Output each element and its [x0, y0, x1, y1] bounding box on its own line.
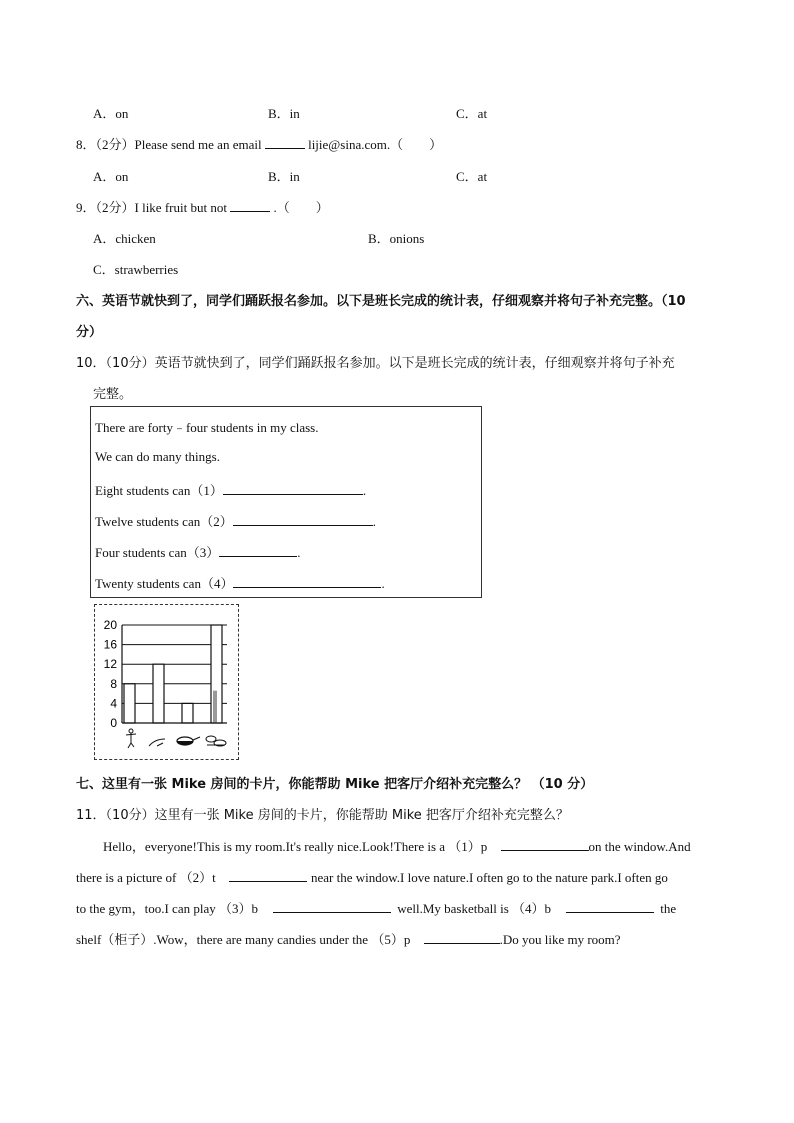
q9-option-b: B．onions — [368, 231, 425, 246]
q9-stem-after: .（ ） — [273, 200, 329, 215]
q9-stem-before: 9．（2分）I like fruit but not — [76, 200, 227, 215]
box-line-5: Four students can（3） . — [95, 545, 301, 560]
blank-4 — [233, 575, 381, 588]
y-tick-label: 16 — [103, 637, 117, 652]
q10-stem-line1: 10．（10分）英语节就快到了，同学们踊跃报名参加。以下是班长完成的统计表，仔细观察并将句子补充 — [76, 356, 675, 371]
q11-line-2: there is a picture of （2）t near the window.I love nature.I often go to the nature park.I often go — [76, 870, 668, 885]
section6-title-line1: 六、英语节就快到了，同学们踊跃报名参加。以下是班长完成的统计表，仔细观察并将句子补充完整。（10 — [76, 294, 686, 309]
q11-blank-5 — [424, 931, 500, 944]
box-line-2: We can do many things. — [95, 449, 220, 464]
box-line-3: Eight students can（1） . — [95, 483, 367, 498]
pen-icon — [149, 739, 165, 746]
q9-blank — [230, 199, 270, 212]
q11-blank-1 — [501, 838, 589, 851]
q7-option-b: B．in — [268, 106, 300, 121]
section6-title-line2: 分） — [76, 325, 103, 340]
q11-line-1: Hello，everyone!This is my room.It's really nice.Look!There is a （1）p on the window.And — [103, 839, 691, 854]
q8-blank — [265, 136, 305, 149]
bar-chart-frame — [94, 604, 239, 760]
skating-icon — [206, 736, 226, 746]
statistics-sentence-box — [90, 406, 482, 598]
y-tick-label: 8 — [110, 676, 117, 691]
chart-bars — [124, 625, 222, 723]
q8-option-a: A．on — [93, 169, 129, 184]
q7-option-a: A．on — [93, 106, 129, 121]
y-tick-label: 12 — [103, 657, 117, 672]
dance-icon — [126, 729, 136, 748]
q9-option-a: A．chicken — [93, 231, 156, 246]
blank-2 — [233, 513, 373, 526]
q11-blank-2 — [229, 869, 307, 882]
box-line-6: Twenty students can（4） . — [95, 576, 385, 591]
q11-blank-4 — [566, 900, 654, 913]
q11-stem: 11．（10分）这里有一张 Mike 房间的卡片，你能帮助 Mike 把客厅介绍补充完整么？ — [76, 808, 569, 823]
bar-chart — [95, 605, 238, 759]
box-line-1: There are forty﹣four students in my class. — [95, 420, 319, 435]
q11-line-3: to the gym，too.I can play （3）b well.My basketball is （4）b the — [76, 901, 677, 916]
cooking-pan-icon — [177, 737, 200, 745]
q10-stem-line2: 完整。 — [93, 387, 133, 402]
y-tick-label: 0 — [110, 716, 117, 730]
q8-stem — [76, 134, 442, 153]
bar-activity-2 — [153, 664, 164, 723]
box-line-4: Twelve students can（2） . — [95, 514, 376, 529]
q11-line-4: shelf（柜子）.Wow，there are many candies under the （5）p .Do you like my room? — [76, 932, 621, 947]
section7-title: 七、这里有一张 Mike 房间的卡片，你能帮助 Mike 把客厅介绍补充完整么？ （10 分） — [76, 777, 594, 792]
q8-option-b: B．in — [268, 169, 300, 184]
q11-blank-3 — [273, 900, 391, 913]
q9-stem — [76, 197, 329, 216]
y-tick-label: 20 — [103, 618, 117, 632]
blank-3 — [219, 544, 297, 557]
bar-activity-1 — [124, 684, 135, 723]
chart-y-ticks — [104, 618, 118, 730]
q8-stem-after: lijie@sina.com.（ ） — [308, 137, 443, 152]
blank-1 — [223, 482, 363, 495]
q8-stem-before: 8．（2分）Please send me an email — [76, 137, 262, 152]
bar-shading — [213, 691, 217, 723]
bar-activity-3 — [182, 703, 193, 723]
q8-option-c: C．at — [456, 169, 488, 184]
q7-option-c: C．at — [456, 106, 488, 121]
y-tick-label: 4 — [110, 696, 117, 711]
q9-option-c: C．strawberries — [93, 262, 179, 277]
